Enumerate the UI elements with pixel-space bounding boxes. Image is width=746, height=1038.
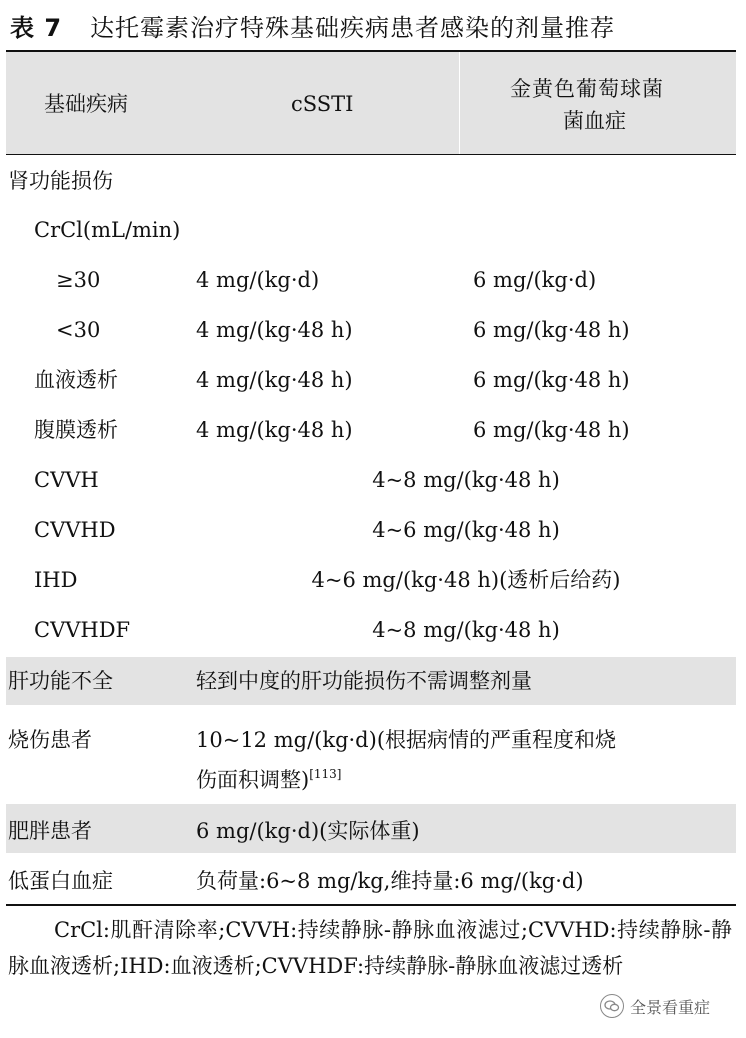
header-col-sab-line1: 金黄色葡萄球菌 [510, 77, 664, 101]
bottom-rule [6, 904, 736, 906]
wechat-icon [600, 994, 624, 1018]
row-cvvhd-label: CVVHD [34, 518, 116, 542]
row-pd-cssti: 4 mg/(kg·48 h) [196, 418, 353, 442]
row-lt30-cssti: 4 mg/(kg·48 h) [196, 318, 353, 342]
row-cvvh-value: 4~8 mg/(kg·48 h) [372, 468, 560, 492]
row-liver-value: 轻到中度的肝功能损伤不需调整剂量 [196, 669, 532, 693]
row-burn-label: 烧伤患者 [8, 728, 92, 752]
row-crcl-label: CrCl(mL/min) [34, 218, 181, 242]
row-burn-value-line1: 10~12 mg/(kg·d)(根据病情的严重程度和烧 [196, 728, 617, 752]
row-ge30-sab: 6 mg/(kg·d) [473, 268, 597, 292]
row-ge30-label: ≥30 [56, 268, 101, 292]
row-ihd-value: 4~6 mg/(kg·48 h)(透析后给药) [311, 568, 621, 592]
row-hypoalb-label: 低蛋白血症 [8, 869, 113, 893]
row-obese-value: 6 mg/(kg·d)(实际体重) [196, 819, 420, 843]
watermark-text: 全景看重症 [630, 997, 711, 1017]
row-ihd-label: IHD [34, 568, 78, 592]
row-hd-cssti: 4 mg/(kg·48 h) [196, 368, 353, 392]
row-cvvhdf-value: 4~8 mg/(kg·48 h) [372, 618, 560, 642]
row-hd-sab: 6 mg/(kg·48 h) [473, 368, 630, 392]
row-liver-label: 肝功能不全 [8, 669, 113, 693]
header-separator [459, 52, 460, 154]
header-col-sab-line2: 菌血症 [563, 109, 626, 133]
table-number: 表 7 [10, 14, 63, 42]
row-burn-reference: [113] [309, 767, 342, 781]
table-footnote: CrCl:肌酐清除率;CVVH:持续静脉-静脉血液滤过;CVVHD:持续静脉-静脉血液透析;IHD:血液透析;CVVHDF:持续静脉-静脉血液滤过透析 [8, 918, 732, 978]
header-col-cssti: cSSTI [291, 92, 354, 116]
table-title-text: 达托霉素治疗特殊基础疾病患者感染的剂量推荐 [90, 14, 616, 42]
header-col-disease: 基础疾病 [44, 92, 128, 116]
row-ge30-cssti: 4 mg/(kg·d) [196, 268, 320, 292]
row-obese-label: 肥胖患者 [8, 819, 92, 843]
row-pd-label: 腹膜透析 [34, 418, 118, 442]
row-lt30-sab: 6 mg/(kg·48 h) [473, 318, 630, 342]
row-burn-value-line2-text: 伤面积调整) [196, 768, 310, 792]
header-bottom-rule [6, 154, 736, 155]
row-cvvh-label: CVVH [34, 468, 99, 492]
row-pd-sab: 6 mg/(kg·48 h) [473, 418, 630, 442]
row-hd-label: 血液透析 [34, 368, 118, 392]
row-renal-label: 肾功能损伤 [8, 169, 113, 193]
row-hypoalb-value: 负荷量:6~8 mg/kg,维持量:6 mg/(kg·d) [196, 869, 584, 893]
table-title [10, 8, 615, 43]
row-cvvhd-value: 4~6 mg/(kg·48 h) [372, 518, 560, 542]
watermark [600, 994, 710, 1018]
row-cvvhdf-label: CVVHDF [34, 618, 131, 642]
row-lt30-label: <30 [56, 318, 101, 342]
row-burn-value-line2 [196, 761, 341, 793]
